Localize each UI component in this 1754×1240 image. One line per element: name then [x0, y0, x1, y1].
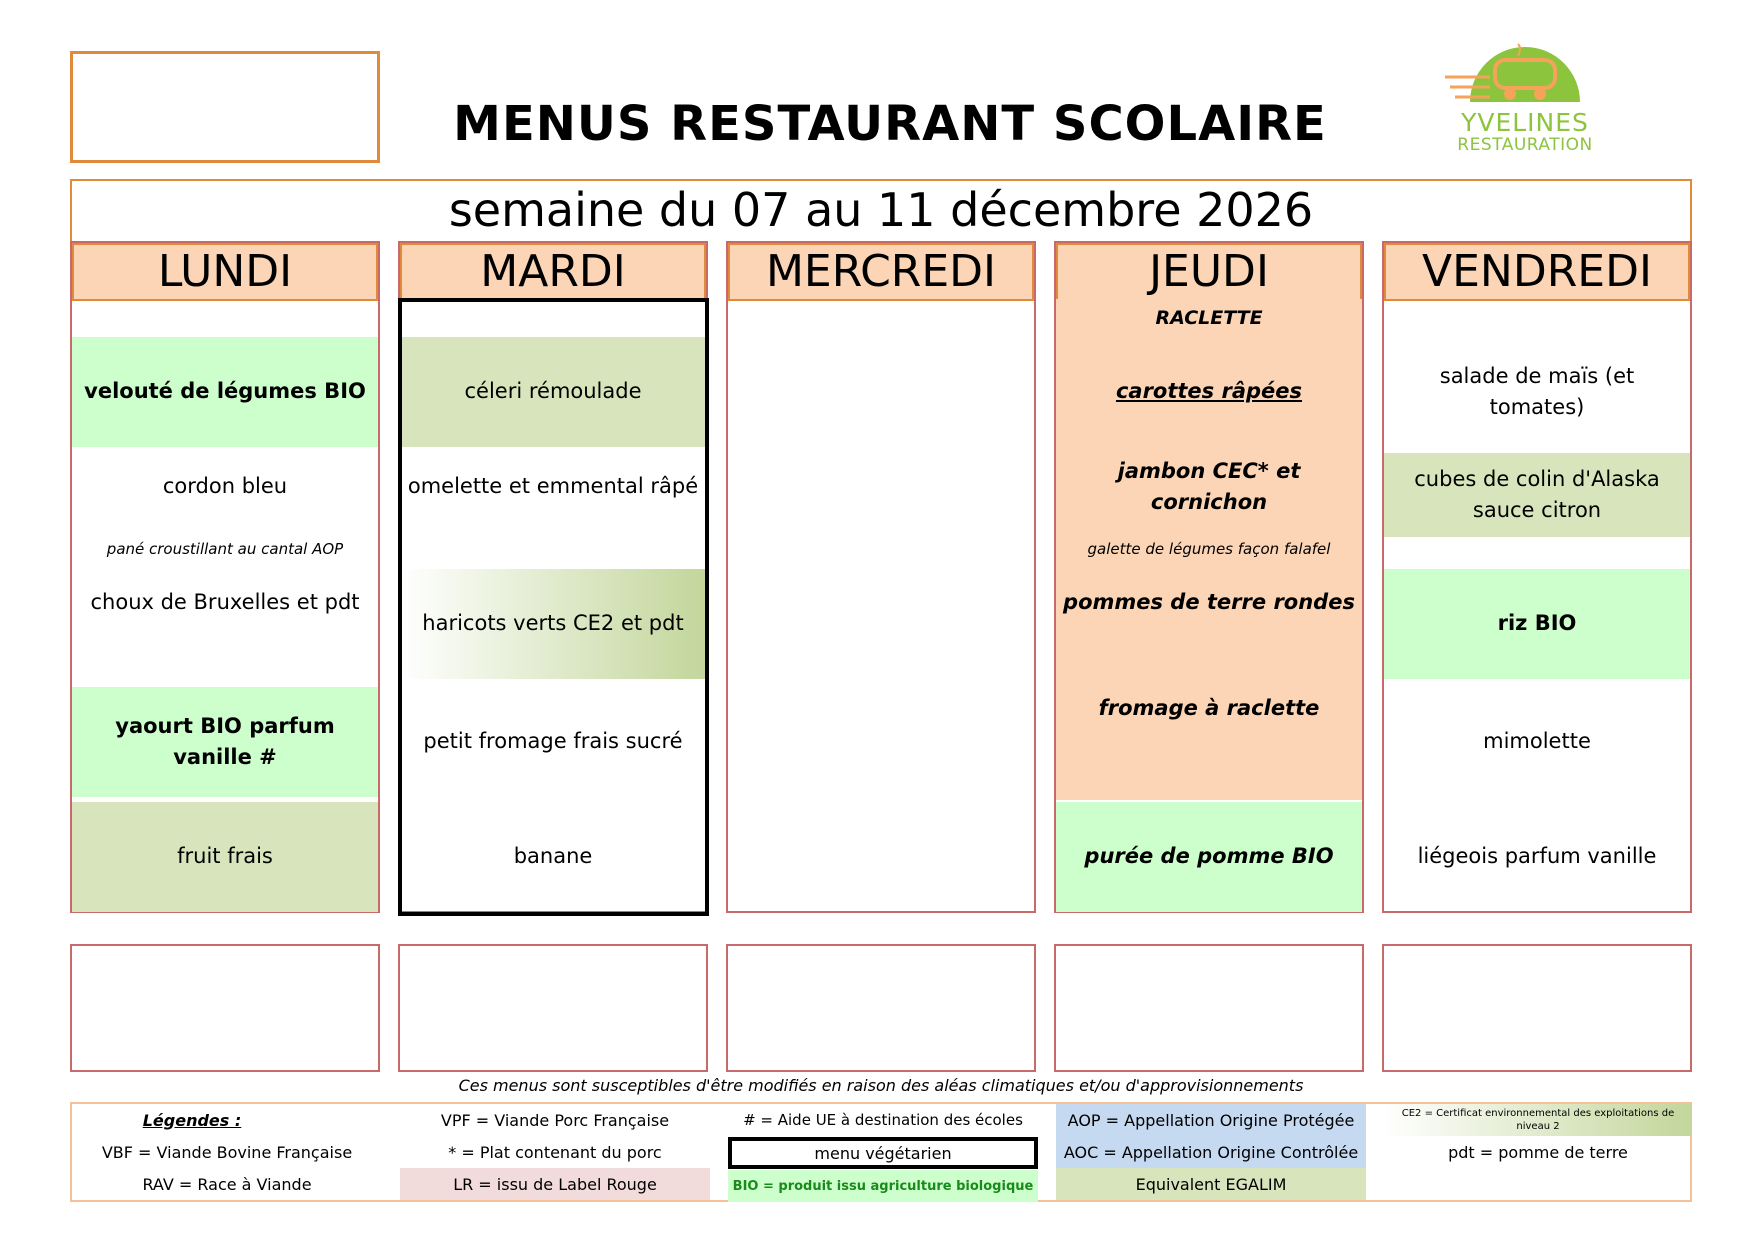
- legend-rav: RAV = Race à Viande: [142, 1174, 312, 1194]
- menu-main: cubes de colin d'Alaska sauce citron: [1384, 453, 1690, 537]
- menu-side: riz BIO: [1384, 569, 1690, 679]
- menu-main-alternative: galette de légumes façon falafel: [1087, 540, 1331, 558]
- menu-main: jambon CEC* et cornichon: [1117, 458, 1301, 514]
- day-header-lundi: LUNDI: [72, 243, 378, 301]
- header-empty-box: [70, 51, 380, 163]
- menu-side: choux de Bruxelles et pdt: [90, 590, 360, 615]
- legend-ce2: CE2 = Certificat environnemental des exploitations de niveau 2: [1384, 1104, 1692, 1136]
- menu-dessert: fruit frais: [72, 802, 378, 912]
- legend-egalim: Equivalent EGALIM: [1056, 1168, 1366, 1200]
- note-box-mardi: [398, 944, 708, 1072]
- day-column-vendredi: [1382, 241, 1692, 913]
- note-box-lundi: [70, 944, 380, 1072]
- legend-aide-ue: # = Aide UE à destination des écoles: [743, 1111, 1023, 1129]
- day-header-jeudi: JEUDI: [1056, 243, 1362, 301]
- legend-vpf: VPF = Viande Porc Française: [440, 1110, 670, 1130]
- legend-porc: * = Plat contenant du porc: [448, 1142, 662, 1162]
- menu-main: omelette et emmental râpé: [407, 474, 699, 499]
- menu-dairy: mimolette: [1483, 729, 1591, 754]
- menu-side: haricots verts CE2 et pdt: [400, 569, 706, 679]
- disclaimer: Ces menus sont susceptibles d'être modifiés en raison des aléas climatiques et/ou d'approvisionnements: [458, 1076, 1304, 1095]
- note-box-vendredi: [1382, 944, 1692, 1072]
- legend: [70, 1102, 1692, 1202]
- yvelines-restauration-logo: [1440, 42, 1610, 157]
- menu-starter: carottes râpées: [1115, 379, 1303, 404]
- legend-label-rouge: LR = issu de Label Rouge: [400, 1168, 710, 1200]
- legend-heading: Légendes :: [142, 1110, 242, 1130]
- legend-vbf: VBF = Viande Bovine Française: [101, 1142, 353, 1162]
- legend-aoc: AOC = Appellation Origine Contrôlée: [1056, 1136, 1366, 1168]
- week-banner: [70, 179, 1692, 243]
- menu-starter: velouté de légumes BIO: [72, 337, 378, 447]
- logo-text-yvelines: YVELINES: [1461, 108, 1589, 137]
- menu-dessert: liégeois parfum vanille: [1417, 844, 1657, 869]
- day-column-mercredi: [726, 241, 1036, 913]
- day-column-mardi: [398, 241, 708, 913]
- logo-text-restauration: RESTAURATION: [1457, 135, 1593, 155]
- menu-starter: salade de maïs (et tomates): [1439, 363, 1635, 419]
- menu-main: cordon bleu: [162, 474, 288, 499]
- legend-bio: BIO = produit issu agriculture biologique: [728, 1170, 1038, 1202]
- menu-dessert: purée de pomme BIO: [1056, 802, 1362, 912]
- menu-main-alternative: pané croustillant au cantal AOP: [106, 540, 344, 558]
- legend-aop: AOP = Appellation Origine Protégée: [1056, 1104, 1366, 1136]
- menu-dairy: yaourt BIO parfum vanille #: [72, 687, 378, 797]
- day-header-mardi: MARDI: [400, 243, 706, 301]
- day-header-vendredi: VENDREDI: [1384, 243, 1690, 301]
- legend-pdt: pdt = pomme de terre: [1448, 1142, 1628, 1162]
- note-box-mercredi: [726, 944, 1036, 1072]
- menu-theme: RACLETTE: [1155, 306, 1263, 329]
- day-header-mercredi: MERCREDI: [728, 243, 1034, 301]
- page-title: MENUS RESTAURANT SCOLAIRE: [453, 96, 1327, 152]
- menu-side: pommes de terre rondes: [1063, 590, 1355, 615]
- legend-vegetarian: menu végétarien: [728, 1137, 1038, 1169]
- day-column-lundi: [70, 241, 380, 913]
- note-box-jeudi: [1054, 944, 1364, 1072]
- week-title: semaine du 07 au 11 décembre 2026: [448, 183, 1314, 237]
- menu-dairy-label: fromage à raclette: [1098, 696, 1320, 720]
- day-column-jeudi: [1054, 241, 1364, 913]
- menu-dessert: banane: [513, 844, 593, 869]
- menu-starter: céleri rémoulade: [400, 337, 706, 447]
- menu-dairy: petit fromage frais sucré: [423, 729, 683, 754]
